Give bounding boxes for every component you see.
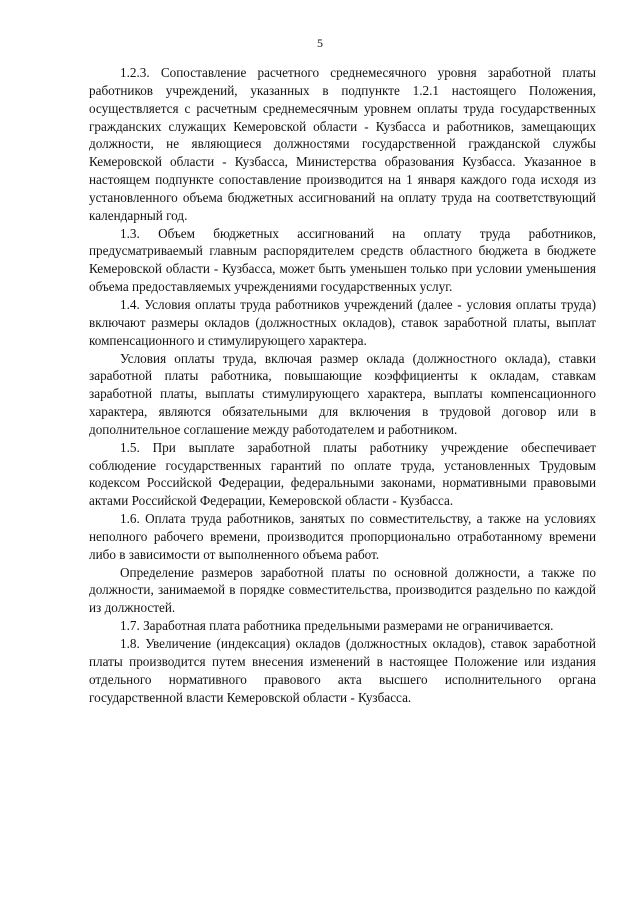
page-number: 5: [317, 36, 323, 50]
paragraph-1-7: 1.7. Заработная плата работника предельными размерами не ограничивается.: [120, 618, 554, 634]
paragraph-1-4-conditions: Условия оплаты труда, включая размер оклада (должностного оклада), ставки заработной платы работника, повышающие коэффициенты к окладам, ставкам заработной платы, выплаты стимулирующего характера, выплаты компенсационного характера, являются обязательными для включения в трудовой договор или в дополнительное соглашение между работодателем и работником.: [89, 350, 596, 437]
document-body: [89, 64, 596, 706]
paragraph-1-5: 1.5. При выплате заработной платы работнику учреждение обеспечивает соблюдение государственных гарантий по оплате труда, установленных Трудовым кодексом Российской Федерации, федеральными законами, нормативными правовыми актами Российской Федерации, Кемеровской области - Кузбасса.: [89, 439, 596, 509]
paragraph-1-3: 1.3. Объем бюджетных ассигнований на оплату труда работников, предусматриваемый главным распорядителем средств областного бюджета в бюджете Кемеровской области - Кузбасса, может быть уменьшен только при условии уменьшения объема предоставляемых учреждениями государственных услуг.: [89, 225, 596, 295]
paragraph-1-2-3: 1.2.3. Сопоставление расчетного среднемесячного уровня заработной платы работников учреждений, указанных в подпункте 1.2.1 настоящего Положения, осуществляется с расчетным среднемесячным уровнем оплаты труда государственных гражданских служащих Кемеровской области - Кузбасса и работников, замещающих должности, не являющиеся должностями государственной гражданской службы Кемеровской области - Кузбасса, Министерства образования Кузбасса. Указанное в настоящем подпункте сопоставление производится на 1 января каждого года исходя из установленного объема бюджетных ассигнований на оплату труда на соответствующий календарный год.: [89, 65, 596, 223]
paragraph-1-4: 1.4. Условия оплаты труда работников учреждений (далее - условия оплаты труда) включают размеры окладов (должностных окладов), ставок заработной платы, выплат компенсационного и стимулирующего характера.: [89, 296, 596, 348]
paragraph-1-8: 1.8. Увеличение (индексация) окладов (должностных окладов), ставок заработной платы производится путем внесения изменений в настоящее Положение или издания отдельного нормативного правового акта высшего исполнительного органа государственной власти Кемеровской области - Кузбасса.: [89, 636, 596, 705]
paragraph-1-6: 1.6. Оплата труда работников, занятых по совместительству, а также на условиях неполного рабочего времени, производится пропорционально отработанному времени либо в зависимости от выполненного объема работ.: [89, 511, 596, 562]
paragraph-1-6-positions: Определение размеров заработной платы по основной должности, а также по должности, занимаемой в порядке совместительства, производится раздельно по каждой из должностей.: [89, 564, 596, 616]
